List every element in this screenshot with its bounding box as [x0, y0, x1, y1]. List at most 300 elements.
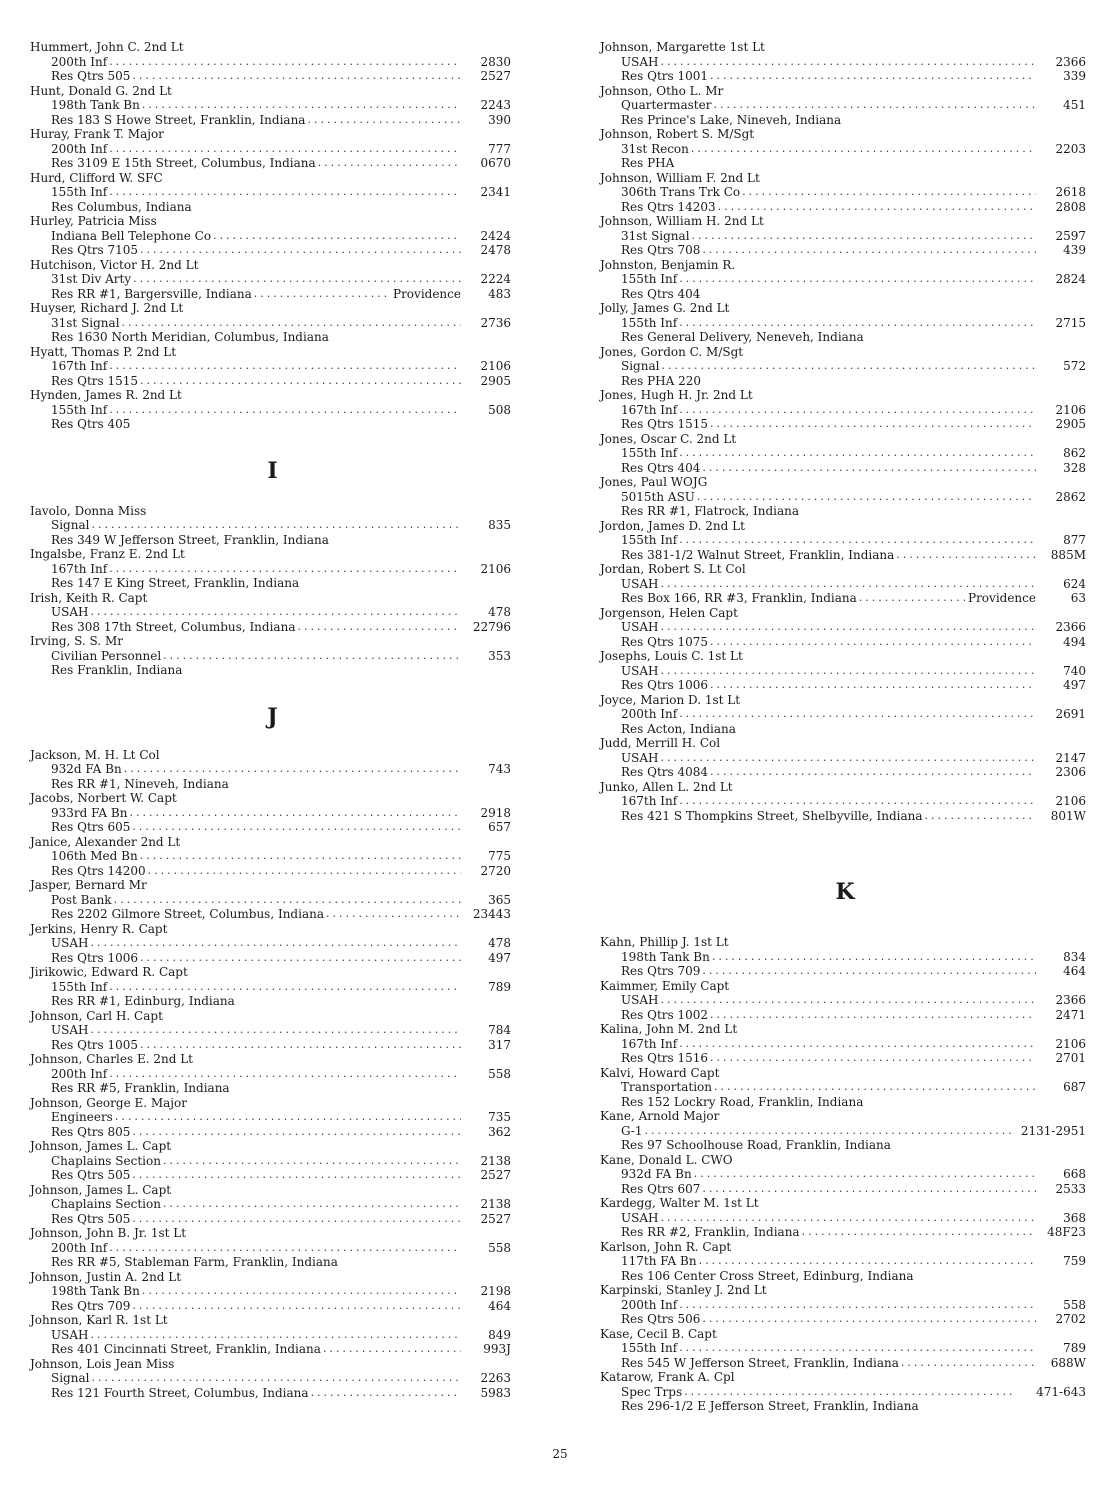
entry-residence-line [30, 1299, 515, 1314]
entry-unit: USAH [621, 576, 659, 591]
entry-residence-line [30, 1168, 515, 1183]
phone-number: 2138 [480, 1153, 511, 1168]
phone-number: 0670 [480, 156, 511, 170]
entry-residence-line [600, 809, 1090, 824]
entry-name: Junko, Allen L. 2nd Lt [600, 779, 733, 794]
dot-leader [660, 664, 1036, 679]
phone-number: 2224 [480, 272, 511, 286]
phone-number: 2905 [480, 373, 511, 388]
entry-name: Johnson, William H. 2nd Lt [600, 214, 764, 228]
dot-leader [90, 1328, 461, 1343]
entry-unit-line [30, 849, 515, 864]
dot-leader [702, 1312, 1036, 1327]
entry-unit: 5015th ASU [621, 489, 695, 504]
entry-unit-line [600, 142, 1090, 157]
entry-unit-line [30, 1328, 515, 1343]
dot-leader [679, 272, 1036, 287]
entry-unit-line [30, 1371, 515, 1386]
entry-residence: Res Qtrs 709 [621, 964, 701, 978]
dot-leader [712, 950, 1036, 965]
entry-unit-line [30, 272, 515, 287]
entry-residence: Res 545 W Jefferson Street, Franklin, Indiana [621, 1355, 899, 1370]
dot-leader [679, 1037, 1036, 1052]
entry-residence-line [30, 533, 515, 548]
entry-residence: Res RR #1, Bargersville, Indiana [51, 286, 252, 301]
entry-unit-line [600, 1080, 1090, 1095]
entry-residence-line [600, 1399, 1090, 1414]
entry-unit-line [30, 1241, 515, 1256]
entry-residence: Res Qtrs 505 [51, 69, 131, 83]
phone-number: 483 [488, 286, 511, 301]
entry-unit-line [600, 185, 1090, 200]
entry-unit-line [600, 577, 1090, 592]
entry-unit: Civilian Personnel [51, 648, 162, 663]
phone-number [1036, 1399, 1090, 1414]
dot-leader [132, 417, 461, 432]
directory-entry [30, 1357, 515, 1401]
dot-leader [109, 1241, 461, 1256]
entry-unit: 198th Tank Bn [51, 1284, 140, 1298]
entry-unit-line [30, 649, 515, 664]
phone-number: 801W [1050, 808, 1086, 823]
entry-unit-line [30, 980, 515, 995]
phone-number: 471-643 [1036, 1384, 1086, 1399]
directory-entry [30, 1183, 515, 1227]
dot-leader [703, 374, 1036, 389]
entry-residence-line [600, 69, 1090, 84]
entry-name: Hunt, Donald G. 2nd Lt [30, 83, 172, 98]
entry-residence: Res Franklin, Indiana [51, 663, 183, 677]
phone-number [461, 777, 515, 792]
phone-number: 885M [1050, 547, 1086, 562]
entry-unit-line [30, 142, 515, 157]
entry-residence: Res Columbus, Indiana [51, 199, 192, 214]
entry-name: Jirikowic, Edward R. Capt [30, 965, 188, 979]
phone-number: 2106 [480, 359, 511, 373]
dot-leader [140, 374, 461, 389]
dot-leader [710, 417, 1036, 432]
entry-residence: Res 349 W Jefferson Street, Franklin, Indiana [51, 532, 329, 547]
entry-unit: USAH [621, 663, 659, 678]
dot-leader [213, 229, 461, 244]
entry-unit-line [30, 403, 515, 418]
directory-entry [600, 214, 1090, 258]
entry-residence: Res 401 Cincinnati Street, Franklin, Indiana [51, 1342, 321, 1356]
directory-entry [600, 519, 1090, 563]
phone-number: 2106 [480, 561, 511, 576]
dot-leader [702, 1182, 1036, 1197]
dot-leader [916, 1269, 1036, 1284]
dot-leader [129, 806, 461, 821]
dot-leader [692, 229, 1036, 244]
entry-residence-line [600, 591, 1090, 606]
directory-entry [600, 935, 1090, 979]
directory-entry [30, 922, 515, 966]
dot-leader [694, 1167, 1036, 1182]
entry-residence: Res Qtrs 607 [621, 1181, 701, 1196]
entry-residence: Res RR #1, Flatrock, Indiana [621, 504, 800, 518]
phone-number: 558 [1063, 1297, 1086, 1312]
entry-residence: Res General Delivery, Neneveh, Indiana [621, 330, 864, 344]
dot-leader [140, 849, 461, 864]
directory-entry [600, 432, 1090, 476]
entry-unit-line [600, 751, 1090, 766]
entry-residence-line [30, 820, 515, 835]
dot-leader [132, 1168, 461, 1183]
entry-unit: Spec Trps [621, 1384, 683, 1399]
entry-unit-line [600, 993, 1090, 1008]
phone-number: 777 [488, 141, 511, 156]
directory-entry [30, 127, 515, 171]
entry-name: Kane, Donald L. CWO [600, 1152, 733, 1167]
dot-leader [331, 533, 461, 548]
entry-unit: 167th Inf [51, 561, 108, 576]
entry-unit: 31st Signal [51, 315, 120, 330]
entry-residence: Res Qtrs 1006 [621, 678, 709, 692]
directory-entry [600, 562, 1090, 606]
entry-residence: Res PHA [621, 156, 675, 170]
dot-leader [679, 403, 1036, 418]
entry-residence-line [600, 1225, 1090, 1240]
directory-entry [30, 1052, 515, 1096]
directory-entry [30, 1313, 515, 1357]
directory-entry [30, 84, 515, 128]
entry-unit: 31st Div Arty [51, 272, 132, 286]
directory-entry [30, 591, 515, 635]
entry-unit: 200th Inf [51, 54, 108, 69]
entry-name: Kahn, Phillip J. 1st Lt [600, 935, 729, 949]
phone-number: 2424 [480, 228, 511, 243]
phone-number: 789 [488, 979, 511, 994]
dot-leader [710, 635, 1036, 650]
entry-residence-line [30, 1125, 515, 1140]
phone-number: 494 [1063, 634, 1086, 649]
entry-unit-line [600, 707, 1090, 722]
entry-unit-line [30, 893, 515, 908]
phone-number [461, 417, 515, 432]
directory-entry [600, 258, 1090, 302]
phone-number: 368 [1063, 1210, 1086, 1225]
entry-residence: Res Prince's Lake, Nineveh, Indiana [621, 112, 842, 127]
directory-entry [600, 1022, 1090, 1066]
dot-leader [109, 359, 461, 374]
entry-residence: Res Qtrs 404 [621, 460, 701, 475]
phone-number: 451 [1063, 98, 1086, 112]
dot-leader [679, 707, 1036, 722]
phone-number [1036, 287, 1090, 302]
page-number: 25 [552, 1447, 568, 1461]
dot-leader [109, 562, 461, 577]
dot-leader [140, 243, 461, 258]
entry-residence-line [600, 1138, 1090, 1153]
dot-leader [231, 777, 461, 792]
phone-number: 668 [1063, 1167, 1086, 1181]
section-letter-k: K [835, 879, 855, 905]
dot-leader [742, 185, 1036, 200]
entry-unit: Indiana Bell Telephone Co [51, 228, 212, 243]
entry-unit: 167th Inf [621, 794, 678, 808]
directory-entry [30, 1139, 515, 1183]
dot-leader [660, 620, 1036, 635]
directory-entry [30, 301, 515, 345]
phone-number: 317 [488, 1037, 511, 1052]
dot-leader [679, 446, 1036, 461]
phone-number: 439 [1063, 243, 1086, 257]
entry-unit-line [600, 98, 1090, 113]
entry-residence-line [30, 243, 515, 258]
dot-leader [133, 272, 461, 287]
phone-number: 2918 [480, 805, 511, 820]
directory-entry [600, 1370, 1090, 1414]
entry-residence-line [600, 1182, 1090, 1197]
phone-number: 759 [1063, 1254, 1086, 1268]
phone-number: 478 [488, 605, 511, 619]
entry-unit: 200th Inf [621, 707, 678, 721]
phone-number: 743 [488, 762, 511, 776]
phone-number [1036, 504, 1090, 519]
entry-group [30, 40, 515, 432]
entry-residence: Res 121 Fourth Street, Columbus, Indiana [51, 1385, 309, 1400]
entry-residence: Res RR #5, Franklin, Indiana [51, 1081, 230, 1095]
entry-residence: Res RR #2, Franklin, Indiana [621, 1225, 800, 1239]
right-column [600, 40, 1090, 1414]
phone-number: 2715 [1055, 315, 1086, 330]
phone-number: 2471 [1055, 1007, 1086, 1022]
phone-number [1036, 1095, 1090, 1110]
entry-unit: 306th Trans Trk Co [621, 185, 741, 199]
entry-unit-line [600, 1341, 1090, 1356]
entry-name: Johnson, Margarette 1st Lt [600, 40, 765, 54]
entry-residence-line [600, 1269, 1090, 1284]
entry-name: Hurley, Patricia Miss [30, 214, 157, 228]
directory-entry [30, 634, 515, 678]
entry-unit: Post Bank [51, 892, 112, 907]
entry-residence: Res 147 E King Street, Franklin, Indiana [51, 576, 300, 590]
dot-leader [109, 403, 461, 418]
entry-unit: Chaplains Section [51, 1197, 161, 1211]
entry-name: Janice, Alexander 2nd Lt [30, 834, 181, 849]
entry-unit-line [600, 794, 1090, 809]
entry-name: Judd, Merrill H. Col [600, 736, 721, 750]
dot-leader [710, 1008, 1036, 1023]
phone-number: 464 [1063, 964, 1086, 978]
phone-number: 2106 [1055, 402, 1086, 417]
entry-unit: 155th Inf [621, 272, 678, 286]
entry-unit: Signal [51, 518, 90, 532]
dot-leader [148, 864, 461, 879]
phone-number: 2720 [480, 863, 511, 878]
entry-unit-line [30, 1067, 515, 1082]
entry-unit: USAH [51, 605, 89, 619]
dot-leader [925, 809, 1036, 824]
phone-number [1036, 113, 1090, 128]
entry-residence: Res 2202 Gilmore Street, Columbus, Indiana [51, 907, 324, 921]
entry-unit-line [30, 1284, 515, 1299]
phone-number: 2147 [1055, 750, 1086, 765]
entry-name: Kane, Arnold Major [600, 1109, 720, 1123]
entry-unit: 155th Inf [51, 979, 108, 994]
entry-residence-line [30, 69, 515, 84]
directory-entry [600, 388, 1090, 432]
entry-name: Johnson, William F. 2nd Lt [600, 170, 760, 185]
directory-entry [600, 780, 1090, 824]
entry-name: Huray, Frank T. Major [30, 127, 164, 141]
entry-name: Johnson, Lois Jean Miss [30, 1356, 175, 1371]
dot-leader [660, 577, 1036, 592]
entry-unit: USAH [621, 1210, 659, 1225]
entry-name: Josephs, Louis C. 1st Lt [600, 649, 743, 663]
entry-unit: Transportation [621, 1080, 713, 1094]
entry-name: Hynden, James R. 2nd Lt [30, 388, 182, 402]
entry-name: Karpinski, Stanley J. 2nd Lt [600, 1283, 767, 1297]
directory-entry [30, 40, 515, 84]
entry-unit-line [600, 620, 1090, 635]
directory-entry [600, 171, 1090, 215]
entry-unit-line [30, 316, 515, 331]
directory-entry [600, 84, 1090, 128]
directory-entry [30, 1009, 515, 1053]
directory-entry [30, 965, 515, 1009]
phone-number [1036, 1138, 1090, 1153]
entry-unit-line [600, 664, 1090, 679]
phone-number: 775 [488, 849, 511, 863]
phone-number: 862 [1063, 446, 1086, 460]
entry-unit: 200th Inf [621, 1297, 678, 1312]
entry-name: Johnson, Otho L. Mr [600, 83, 724, 98]
phone-number: 63 [1070, 591, 1086, 605]
directory-entry [600, 1066, 1090, 1110]
phone-number: 993J [483, 1342, 511, 1356]
dot-leader [710, 1051, 1036, 1066]
phone-number: 2306 [1055, 765, 1086, 779]
entry-group [30, 504, 515, 678]
entry-residence-line [30, 374, 515, 389]
dot-leader [901, 1356, 1036, 1371]
entry-unit-line [600, 1298, 1090, 1313]
dot-leader [142, 1284, 461, 1299]
phone-number [461, 1255, 515, 1270]
entry-unit: 106th Med Bn [51, 849, 138, 863]
dot-leader [660, 993, 1036, 1008]
phone-number: 328 [1063, 460, 1086, 475]
phone-number: 789 [1063, 1341, 1086, 1355]
entry-name: Hyatt, Thomas P. 2nd Lt [30, 344, 177, 359]
directory-entry [600, 606, 1090, 650]
entry-residence: Res Qtrs 1515 [621, 417, 709, 431]
dot-leader [679, 1298, 1036, 1313]
entry-unit-line [30, 806, 515, 821]
entry-residence-line [600, 765, 1090, 780]
dot-leader [702, 964, 1036, 979]
entry-residence: Res Qtrs 1515 [51, 373, 139, 388]
entry-residence: Res 421 S Thompkins Street, Shelbyville, Indiana [621, 808, 923, 823]
entry-name: Kardegg, Walter M. 1st Lt [600, 1196, 759, 1210]
entry-residence-line [30, 200, 515, 215]
entry-residence: Res Qtrs 1002 [621, 1007, 709, 1022]
entry-unit-line [600, 316, 1090, 331]
dot-leader [802, 1225, 1036, 1240]
entry-residence-line [30, 156, 515, 171]
dot-leader [163, 649, 461, 664]
entry-unit: 200th Inf [51, 1066, 108, 1081]
entry-unit: USAH [621, 54, 659, 69]
exchange-name: Providence [393, 286, 461, 301]
dot-leader [859, 591, 965, 606]
entry-name: Johnson, Carl H. Capt [30, 1008, 163, 1023]
entry-residence-line [600, 374, 1090, 389]
entry-residence-line [30, 1255, 515, 1270]
entry-residence-line [600, 330, 1090, 345]
entry-residence: Res Box 166, RR #3, Franklin, Indiana [621, 591, 857, 605]
entry-name: Johnson, George E. Major [30, 1095, 187, 1110]
phone-number: 2203 [1055, 141, 1086, 156]
entry-unit-line [30, 98, 515, 113]
phone-number: 558 [488, 1240, 511, 1255]
phone-number: 2131-2951 [1020, 1123, 1086, 1138]
entry-name: Johnson, James L. Capt [30, 1139, 172, 1153]
entry-unit: 155th Inf [51, 402, 108, 417]
entry-residence-line [30, 113, 515, 128]
dot-leader [109, 1067, 461, 1082]
directory-entry [30, 1226, 515, 1270]
entry-residence: Res Qtrs 708 [621, 243, 701, 257]
phone-number: 2106 [1055, 1036, 1086, 1051]
dot-leader [301, 576, 461, 591]
entry-unit-line [600, 403, 1090, 418]
entry-residence-line [30, 1342, 515, 1357]
entry-unit: USAH [51, 1023, 89, 1037]
entry-unit-line [600, 1211, 1090, 1226]
entry-unit-line [30, 518, 515, 533]
entry-residence-line [30, 777, 515, 792]
phone-number: 5983 [480, 1385, 511, 1400]
entry-name: Jones, Oscar C. 2nd Lt [600, 431, 737, 446]
dot-leader [699, 1254, 1036, 1269]
phone-number: 508 [488, 402, 511, 417]
phone-number: 2701 [1055, 1051, 1086, 1065]
dot-leader [109, 142, 461, 157]
entry-residence-line [600, 722, 1090, 737]
dot-leader [710, 69, 1036, 84]
dot-leader [679, 316, 1036, 331]
phone-number [1036, 374, 1090, 389]
entry-name: Johnson, Justin A. 2nd Lt [30, 1269, 182, 1284]
entry-name: Jones, Gordon C. M/Sgt [600, 344, 744, 359]
phone-number: 2830 [480, 54, 511, 69]
entry-group [600, 40, 1090, 823]
entry-residence: Res Qtrs 404 [621, 286, 701, 301]
entry-unit-line [30, 359, 515, 374]
entry-unit-line [600, 533, 1090, 548]
entry-unit: 167th Inf [621, 402, 678, 417]
phone-number: 2597 [1055, 228, 1086, 243]
dot-leader [184, 663, 461, 678]
entry-name: Huyser, Richard J. 2nd Lt [30, 301, 184, 315]
directory-entry [30, 878, 515, 922]
phone-number: 740 [1063, 663, 1086, 678]
entry-name: Karlson, John R. Capt [600, 1239, 732, 1254]
dot-leader [684, 1385, 1016, 1400]
entry-residence: Res Qtrs 805 [51, 1124, 131, 1139]
entry-residence: Res Qtrs 14203 [621, 199, 716, 214]
dot-leader [679, 794, 1036, 809]
phone-number: 2736 [480, 315, 511, 330]
entry-residence-line [30, 663, 515, 678]
entry-unit: Signal [51, 1371, 90, 1385]
entry-unit: 155th Inf [621, 533, 678, 547]
dot-leader [132, 1212, 461, 1227]
phone-number: 2198 [480, 1284, 511, 1298]
